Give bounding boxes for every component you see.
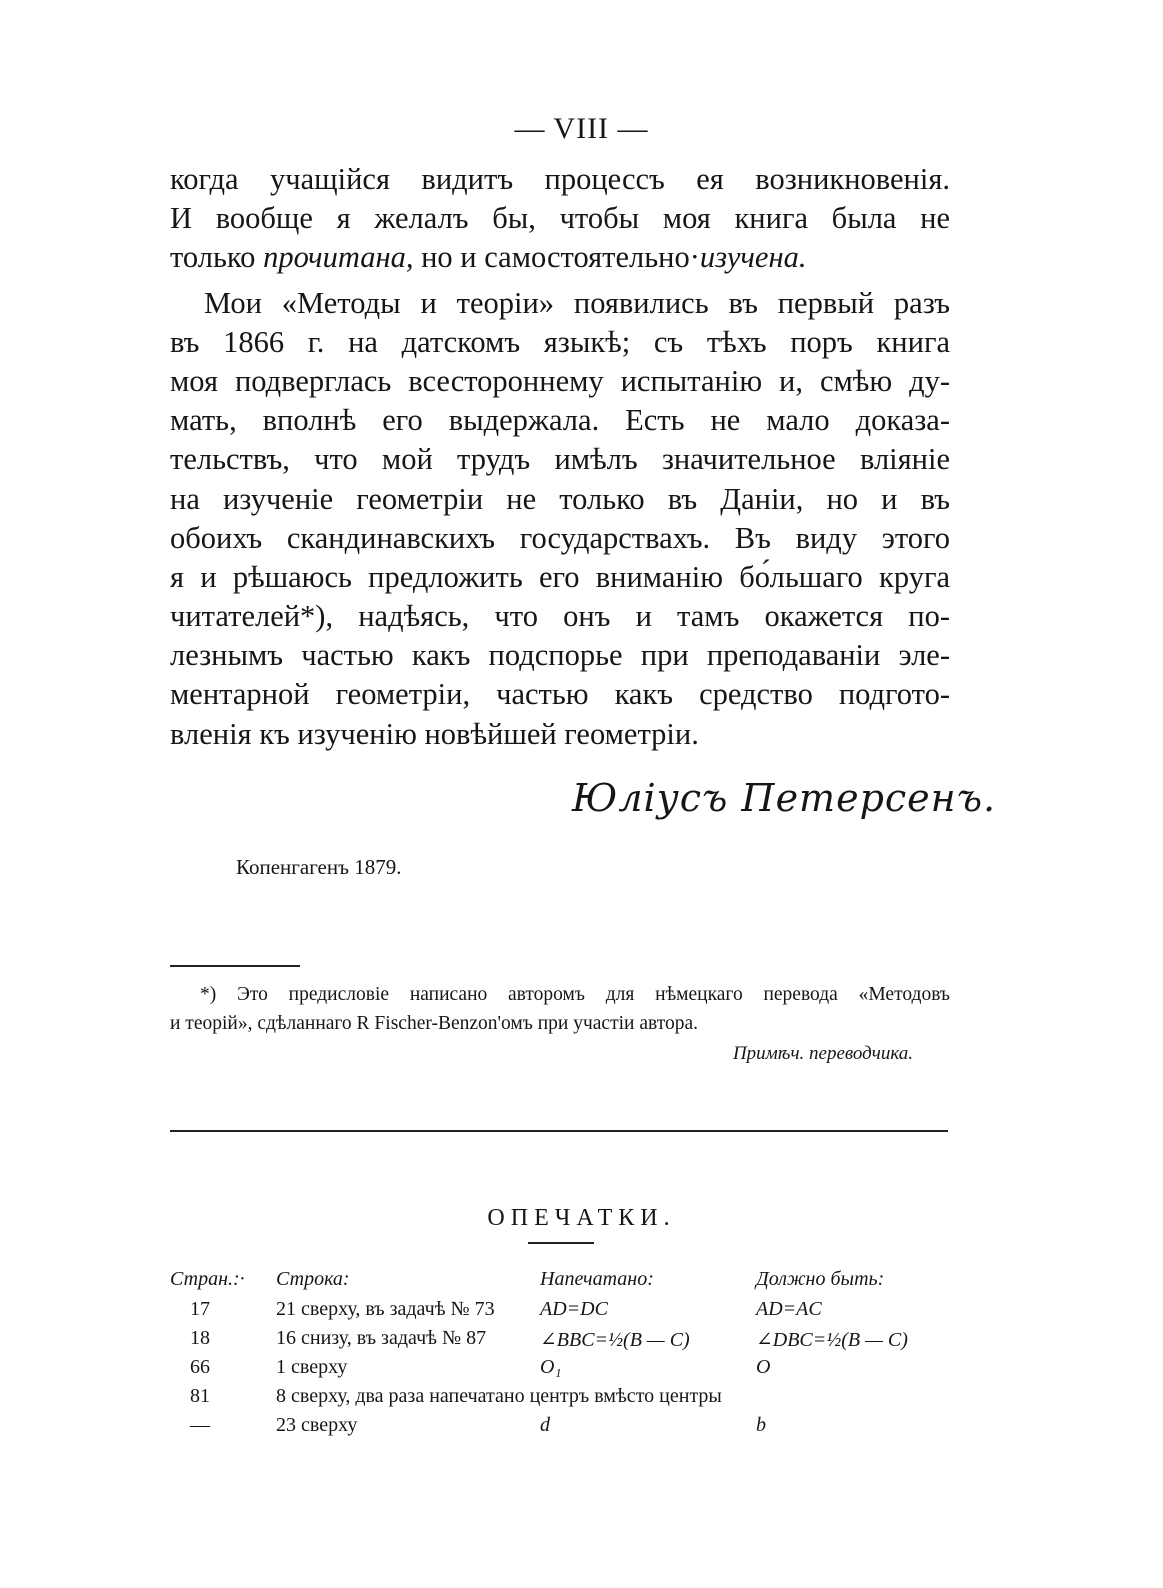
paragraph2-line: обоихъ скандинавскихъ государствахъ. Въ виду этого [170, 520, 950, 555]
row-should-be: ∠DBC=½(B — C) [756, 1329, 908, 1351]
errata-row [170, 1356, 970, 1385]
header-line: Строка: [276, 1268, 350, 1290]
translator-note: Примѣч. переводчика. [732, 1043, 913, 1064]
errata-row [170, 1414, 970, 1443]
row-printed: ∠BBC=½(B — C) [540, 1329, 690, 1351]
row-line: 1 сверху [276, 1356, 348, 1378]
errata-title: ОПЕЧАТКИ. [487, 1205, 676, 1231]
paragraph1-line3 [170, 238, 950, 277]
footnote-rule [170, 965, 300, 967]
p1-l3-italic-studied: изучена. [699, 240, 807, 275]
paragraph2-line: читателей*), надѣясь, что онъ и тамъ окажется по- [170, 599, 950, 634]
row-line: 21 сверху, въ задачѣ № 73 [276, 1298, 495, 1320]
paragraph2-line: вленія къ изученію новѣйшей геометріи. [170, 716, 699, 751]
errata-header-row [170, 1268, 970, 1298]
row-line: 16 снизу, въ задачѣ № 87 [276, 1327, 487, 1349]
header-printed: Напечатано: [540, 1268, 654, 1290]
footnote-line2: и теорій», сдѣланнаго R Fischer-Benzon'омъ при участіи автора. [170, 1013, 698, 1034]
row-page: 81 [190, 1385, 210, 1407]
footnote [170, 980, 950, 1038]
row-line: 8 сверху, два раза напечатано центръ вмѣсто центры [276, 1385, 722, 1407]
header-should-be: Должно быть: [756, 1268, 885, 1290]
p1-l3-italic-read: прочитана, [263, 240, 414, 275]
page-number: — VIII — [514, 112, 649, 145]
p1-l3-text-a: только [170, 240, 264, 275]
row-page: — [190, 1414, 210, 1436]
row-line: 23 сверху [276, 1414, 358, 1436]
paragraph2-line: ментарной геометріи, частью какъ средство подгото- [170, 677, 950, 712]
paragraph2-line: Мои «Методы и теоріи» появились въ первый разъ [204, 285, 950, 320]
paragraph1-line2: И вообще я желалъ бы, чтобы моя книга была не [170, 201, 950, 236]
row-should-be: b [756, 1414, 766, 1436]
row-page: 18 [190, 1327, 210, 1349]
row-should-be: O [756, 1356, 771, 1378]
errata-row [170, 1298, 970, 1327]
errata-row [170, 1327, 970, 1356]
row-printed: O₁ [540, 1356, 562, 1378]
row-page: 66 [190, 1356, 210, 1378]
row-should-be: AD=AC [756, 1298, 822, 1320]
errata-title-rule [528, 1242, 594, 1244]
row-page: 17 [190, 1298, 210, 1320]
paragraph1-line1: когда учащійся видитъ процессъ ея возникновенія. [170, 162, 950, 196]
paragraph2-line: мать, вполнѣ его выдержала. Есть не мало доказа- [170, 403, 950, 438]
footnote-line1: *) Это предисловіе написано авторомъ для нѣмецкаго перевода «Методовъ [200, 984, 950, 1005]
preface-text [170, 160, 950, 754]
row-printed: AD=DC [540, 1298, 608, 1320]
p1-l3-text-c: но и самостоятельно· [413, 240, 700, 275]
paragraph2-line: тельствъ, что мой трудъ имѣлъ значительное вліяніе [170, 442, 950, 477]
section-divider [170, 1130, 948, 1132]
header-page: Стран.:· [170, 1268, 245, 1290]
author-signature: Юліусъ Петерсенъ. [572, 776, 997, 820]
errata-row [170, 1385, 970, 1414]
row-printed: d [540, 1414, 550, 1436]
place-date: Копенгагенъ 1879. [236, 855, 402, 879]
paragraph2-line: лезнымъ частью какъ подспорье при преподаваніи эле- [170, 638, 950, 673]
paragraph2-line: моя подверглась всестороннему испытанію и, смѣю ду- [170, 363, 950, 398]
errata-table [170, 1268, 970, 1443]
paragraph2-line: я и рѣшаюсь предложить его вниманію бо́льшаго круга [170, 559, 950, 594]
paragraph2-line: въ 1866 г. на датскомъ языкѣ; съ тѣхъ поръ книга [170, 324, 950, 359]
paragraph2-line: на изученіе геометріи не только въ Даніи, но и въ [170, 481, 950, 516]
